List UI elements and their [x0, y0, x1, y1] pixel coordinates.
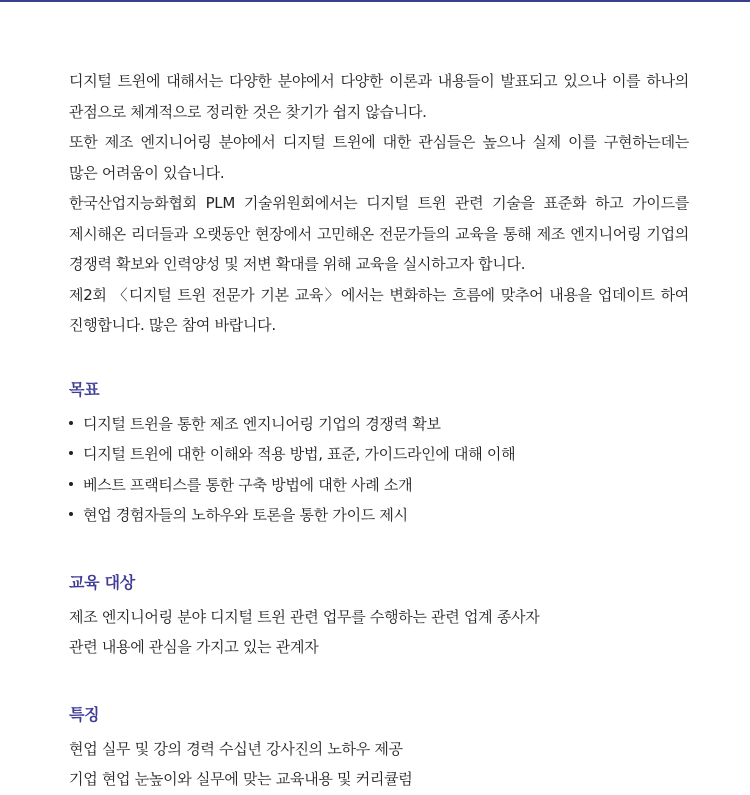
intro-paragraph: 또한 제조 엔지니어링 분야에서 디지털 트윈에 대한 관심들은 높으나 실제 이를 구현하는데는 많은 어려움이 있습니다.	[69, 133, 689, 182]
list-item: 관련 내용에 관심을 가지고 있는 관계자	[69, 638, 319, 656]
list-item: 현업 실무 및 강의 경력 수십년 강사진의 노하우 제공	[69, 739, 403, 758]
features-heading: 특징	[69, 704, 100, 724]
features-section	[69, 700, 689, 795]
goals-heading: 목표	[69, 379, 100, 399]
intro-section	[69, 66, 689, 341]
intro-paragraph: 제2회 〈디지털 트윈 전문가 기본 교육〉에서는 변화하는 흐름에 맞추어 내용을 업데이트 하여 진행합니다. 많은 참여 바랍니다.	[69, 285, 689, 334]
goals-list	[69, 409, 689, 531]
intro-paragraph: 한국산업지능화협회 PLM 기술위원회에서는 디지털 트윈 관련 기술을 표준화 하고 가이드를 제시해온 리더들과 오랫동안 현장에서 고민해온 전문가들의 교육을 통해 제조 엔지니어링 기업의 경쟁력 확보와 인력양성 및 저변 확대를 위해 교육을 실시하고자 합니다.	[69, 194, 689, 273]
list-item-text: 디지털 트윈을 통한 제조 엔지니어링 기업의 경쟁력 확보	[83, 414, 441, 433]
list-item	[69, 470, 689, 501]
list-item	[69, 409, 689, 440]
course-description	[69, 66, 689, 795]
bullet-icon	[69, 470, 83, 501]
features-list	[69, 734, 689, 795]
list-item: 기업 현업 눈높이와 실무에 맞는 교육내용 및 커리큘럼	[69, 770, 413, 788]
top-border	[0, 0, 750, 2]
list-item	[69, 500, 689, 531]
list-item-text: 디지털 트윈에 대한 이해와 적용 방법, 표준, 가이드라인에 대해 이해	[83, 445, 516, 463]
bullet-icon	[69, 439, 83, 470]
goals-section	[69, 375, 689, 531]
intro-paragraph: 디지털 트윈에 대해서는 다양한 분야에서 다양한 이론과 내용들이 발표되고 있으나 이를 하나의 관점으로 체계적으로 정리한 것은 찾기가 쉽지 않습니다.	[69, 72, 689, 121]
list-item-text: 현업 경험자들의 노하우와 토론을 통한 가이드 제시	[83, 506, 408, 524]
target-heading: 교육 대상	[69, 572, 135, 592]
list-item	[69, 439, 689, 470]
list-item: 제조 엔지니어링 분야 디지털 트윈 관련 업무를 수행하는 관련 업계 종사자	[69, 607, 540, 626]
target-section	[69, 568, 689, 663]
target-list	[69, 602, 689, 663]
bullet-icon	[69, 409, 83, 440]
list-item-text: 베스트 프랙티스를 통한 구축 방법에 대한 사례 소개	[83, 475, 413, 494]
bullet-icon	[69, 500, 83, 531]
